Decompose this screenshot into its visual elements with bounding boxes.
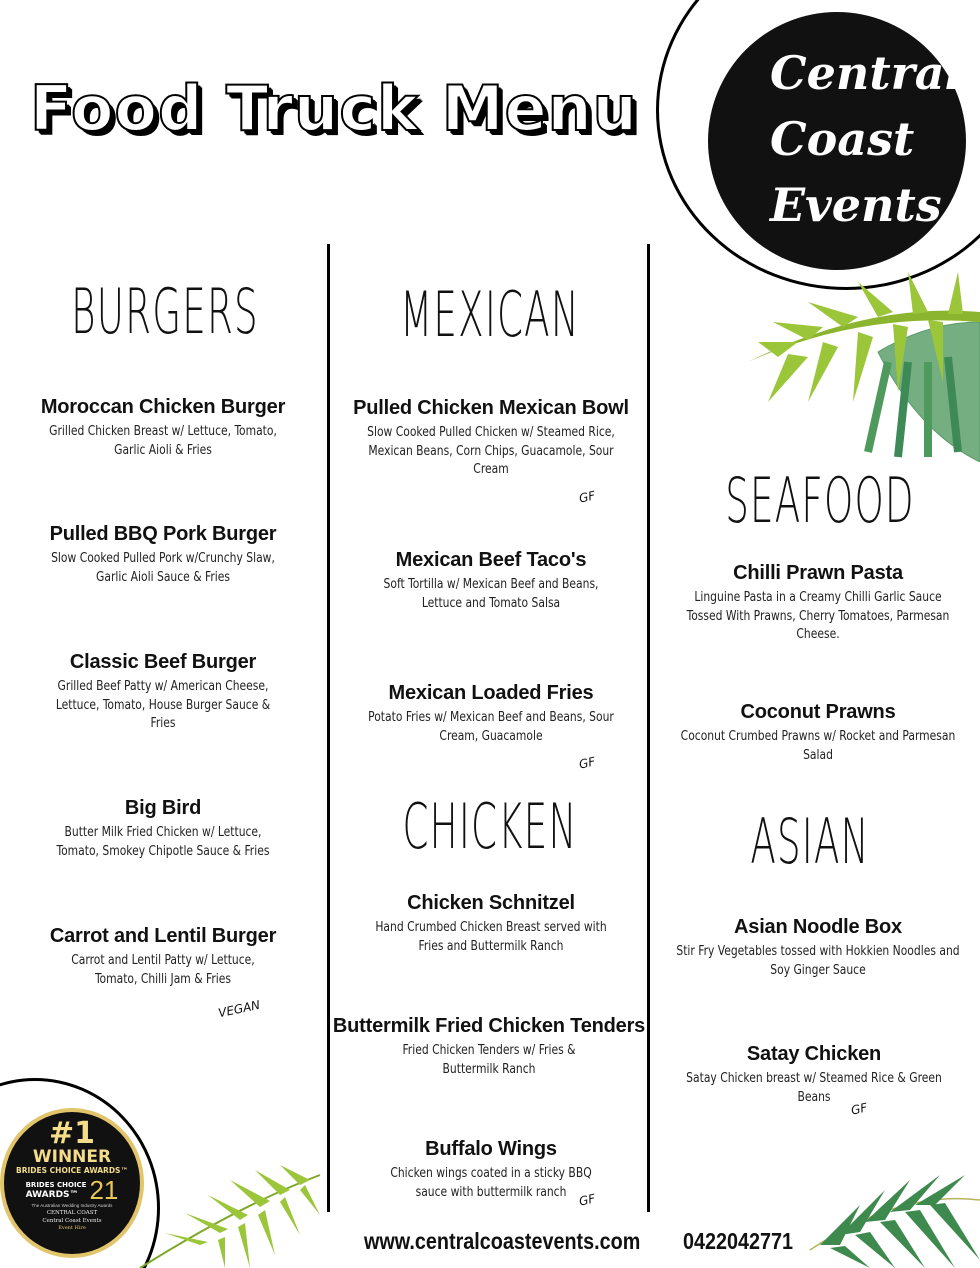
item-description: Grilled Chicken Breast w/ Lettuce, Tomato, Garlic Aioli & Fries	[49, 424, 277, 458]
menu-item	[335, 1138, 647, 1202]
badge-logo-line-2: AWARDS™	[25, 1190, 79, 1200]
item-name: Chicken Schnitzel	[407, 892, 575, 914]
palm-leaf-bottom-right-icon	[800, 1170, 980, 1268]
award-badge	[0, 1108, 144, 1258]
menu-title: Food Truck Menu	[30, 72, 638, 145]
menu-item	[660, 562, 976, 645]
gluten-free-tag: GF	[849, 1100, 869, 1118]
item-name: Moroccan Chicken Burger	[40, 396, 286, 418]
item-description: Potato Fries w/ Mexican Beef and Beans, Sour Cream, Guacamole	[368, 710, 614, 744]
phone-number[interactable]: 0422042771	[683, 1228, 794, 1254]
menu-item	[660, 916, 976, 980]
badge-logo-row	[4, 1177, 140, 1203]
palm-leaf-top-icon	[748, 262, 980, 462]
menu-item	[335, 682, 647, 746]
menu-item	[660, 701, 976, 765]
gluten-free-tag: GF	[577, 754, 597, 772]
badge-logo-line-1: BRIDES CHOICE	[25, 1181, 87, 1189]
item-description: Soft Tortilla w/ Mexican Beef and Beans, Lettuce and Tomato Salsa	[383, 577, 599, 611]
gluten-free-tag: GF	[577, 1191, 597, 1209]
item-name: Asian Noodle Box	[734, 916, 902, 938]
website-link[interactable]: www.centralcoastevents.com	[364, 1228, 641, 1254]
item-description: Slow Cooked Pulled Chicken w/ Steamed Rice, Mexican Beans, Corn Chips, Guacamole, Sour Cream	[367, 425, 615, 477]
item-name: Chilli Prawn Pasta	[733, 562, 903, 584]
gluten-free-tag: GF	[577, 488, 597, 506]
item-description: Fried Chicken Tenders w/ Fries & Buttermilk Ranch	[402, 1043, 576, 1077]
badge-winner: WINNER	[32, 1147, 112, 1167]
badge-company: Central Coast Events	[42, 1218, 102, 1224]
menu-item	[656, 1043, 972, 1107]
menu-item	[335, 549, 647, 613]
menu-item	[15, 651, 311, 734]
logo-line-2: Coast	[770, 112, 915, 166]
section-heading-burgers: BURGERS	[71, 275, 259, 348]
item-name: Pulled BBQ Pork Burger	[49, 523, 277, 545]
item-name: Buffalo Wings	[425, 1138, 557, 1160]
badge-category: Event Hire	[58, 1225, 86, 1231]
badge-region: CENTRAL COAST	[46, 1210, 98, 1216]
item-name: Carrot and Lentil Burger	[49, 925, 277, 947]
item-description: Butter Milk Fried Chicken w/ Lettuce, Tomato, Smokey Chipotle Sauce & Fries	[56, 825, 270, 859]
item-description: Hand Crumbed Chicken Breast served with Fries and Buttermilk Ranch	[375, 920, 607, 954]
item-description: Stir Fry Vegetables tossed with Hokkien Noodles and Soy Ginger Sauce	[676, 944, 960, 978]
item-description: Coconut Crumbed Prawns w/ Rocket and Parmesan Salad	[680, 729, 956, 763]
badge-rank: #1	[48, 1116, 95, 1151]
menu-item	[330, 1015, 648, 1079]
item-description: Grilled Beef Patty w/ American Cheese, Lettuce, Tomato, House Burger Sauce & Fries	[55, 679, 271, 731]
section-heading-asian: ASIAN	[750, 805, 870, 878]
badge-small-text: The Australian Wedding Industry Awards	[31, 1203, 113, 1208]
item-description: Linguine Pasta in a Creamy Chilli Garlic Sauce Tossed With Prawns, Cherry Tomatoes, Parmesan Cheese.	[686, 590, 950, 642]
item-description: Slow Cooked Pulled Pork w/Crunchy Slaw, Garlic Aioli Sauce & Fries	[51, 551, 275, 585]
vegan-tag: VEGAN	[217, 997, 262, 1021]
item-description: Carrot and Lentil Patty w/ Lettuce, Tomato, Chilli Jam & Fries	[71, 953, 255, 987]
section-heading-chicken: CHICKEN	[402, 790, 578, 863]
menu-item	[15, 523, 311, 587]
menu-item	[15, 797, 311, 861]
menu-item	[335, 397, 647, 480]
item-description: Satay Chicken breast w/ Steamed Rice & Green Beans	[686, 1071, 942, 1105]
logo-line-1: Central	[770, 46, 963, 100]
logo-line-3: Events	[770, 178, 942, 232]
item-name: Satay Chicken	[746, 1043, 882, 1065]
item-description: Chicken wings coated in a sticky BBQ sauce with buttermilk ranch	[390, 1166, 592, 1200]
item-name: Big Bird	[124, 797, 202, 819]
menu-item	[15, 396, 311, 460]
item-name: Coconut Prawns	[740, 701, 896, 723]
brand-logo	[770, 40, 970, 238]
item-name: Mexican Loaded Fries	[388, 682, 594, 704]
section-heading-mexican: MEXICAN	[400, 278, 580, 351]
badge-year: 21	[89, 1175, 119, 1205]
palm-leaf-bottom-left-icon	[130, 1165, 325, 1268]
item-name: Classic Beef Burger	[69, 651, 257, 673]
section-heading-seafood: SEAFOOD	[725, 464, 915, 537]
item-name: Pulled Chicken Mexican Bowl	[353, 397, 629, 419]
item-name: Buttermilk Fried Chicken Tenders	[332, 1015, 646, 1037]
item-name: Mexican Beef Taco's	[395, 549, 587, 571]
menu-item	[335, 892, 647, 956]
badge-award-title: BRIDES CHOICE AWARDS™	[16, 1166, 128, 1175]
menu-item	[15, 925, 311, 989]
badge-awards-logo	[26, 1180, 87, 1200]
